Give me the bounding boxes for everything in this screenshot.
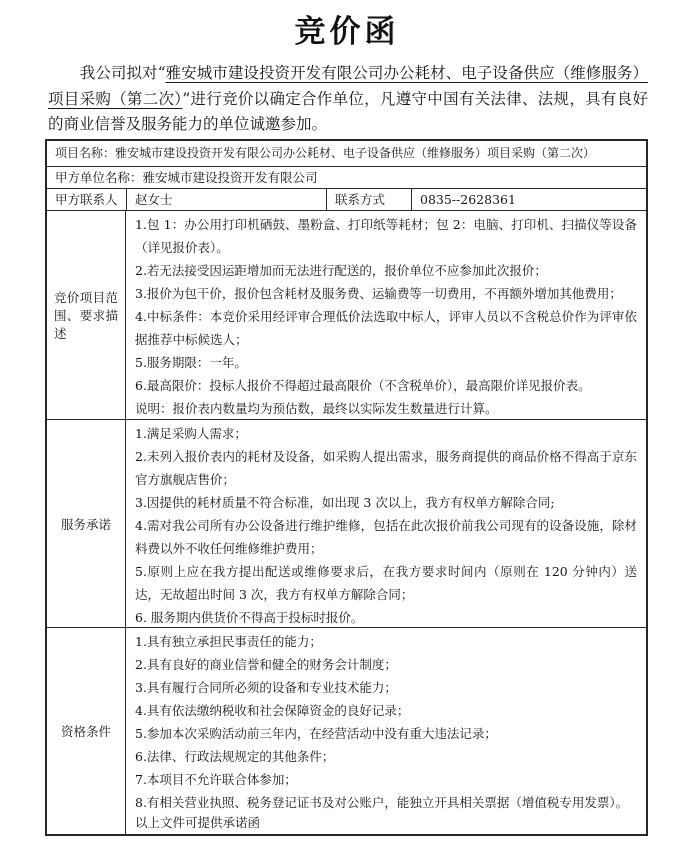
page-title: 竞价函 — [294, 14, 400, 50]
service-commitment-content — [126, 420, 646, 627]
intro-paragraph — [48, 61, 648, 138]
scope-item-2: 2.若无法接受因运距增加而无法进行配送的，报价单位不应参加此次报价； — [135, 263, 547, 278]
qualification-item-8: 8.有相关营业执照、税务登记证书及对公账户，能独立开具相关票据（增值税专用发票）。 — [135, 795, 629, 810]
qualification-item-7: 7.本项目不允许联合体参加； — [135, 772, 297, 787]
service-item-2: 2.未列入报价表内的耗材及设备，如采购人提出需求，服务商提供的商品价格不得高于京东官方旗舰店售价； — [135, 449, 637, 487]
scope-item-5: 5.服务期限：一年。 — [135, 355, 247, 370]
party-a-label: 甲方单位名称： — [55, 170, 143, 185]
contact-phone-label: 联系方式 — [326, 189, 411, 210]
qualification-item-1: 1.具有独立承担民事责任的能力； — [135, 634, 322, 649]
party-a-value: 雅安城市建设投资开发有限公司 — [142, 170, 318, 185]
intro-underlined-project-name: 雅安城市建设投资开发有限公司办公耗材、电子设备供应（维修服务）项目采购（第二次） — [48, 64, 648, 108]
project-name-label: 项目名称： — [55, 146, 116, 160]
qualification-content — [126, 628, 646, 834]
qualification-row — [47, 627, 646, 834]
service-commitment-label: 服务承诺 — [47, 420, 126, 627]
scope-item-4: 4.中标条件：本竞价采用经评审合理低价法选取中标人，评审人员以不含税总价作为评审依据推荐中标候选人； — [135, 309, 637, 347]
service-item-5: 5.原则上应在我方提出配送或维修要求后，在我方要求时间内（原则在 120 分钟内）送达，无故超出时间 3 次，我方有权单方解除合同； — [135, 564, 637, 602]
scope-item-6: 6.最高限价：投标人报价不得超过最高限价（不含税单价），最高限价详见报价表。 — [135, 378, 591, 393]
scope-requirements-label: 竞价项目范围、要求描述 — [47, 211, 126, 419]
scope-requirements-row — [47, 210, 646, 419]
intro-prefix: 我公司拟对“ — [79, 64, 166, 82]
contact-row — [47, 188, 646, 210]
contact-person-label: 甲方联系人 — [55, 192, 118, 207]
contact-person-name: 赵女士 — [126, 189, 326, 210]
project-name-value: 雅安城市建设投资开发有限公司办公耗材、电子设备供应（维修服务）项目采购（第二次） — [115, 146, 596, 160]
qualification-item-5: 5.参加本次采购活动前三年内，在经营活动中没有重大违法记录； — [135, 726, 497, 741]
party-a-row — [47, 166, 646, 188]
qualification-item-2: 2.具有良好的商业信誉和健全的财务会计制度； — [135, 657, 397, 672]
scope-requirements-content — [126, 211, 646, 419]
qualification-item-6: 6.法律、行政法规规定的其他条件； — [135, 749, 335, 764]
scope-item-1: 1.包 1：办公用打印机硒鼓、墨粉盒、打印纸等耗材；包 2：电脑、打印机、扫描仪等设备（详见报价表）。 — [135, 217, 637, 255]
service-commitment-row — [47, 419, 646, 627]
service-item-4: 4.需对我公司所有办公设备进行维护维修，包括在此次报价前我公司现有的设备设施，除材料费以外不收任何维修维护费用； — [135, 518, 637, 556]
service-item-1: 1.满足采购人需求； — [135, 426, 247, 441]
scope-note: 说明：报价表内数量均为预估数，最终以实际发生数量进行计算。 — [135, 401, 498, 416]
qualification-label: 资格条件 — [47, 628, 126, 834]
service-item-6: 6. 服务期内供货价不得高于投标时报价。 — [135, 610, 364, 625]
bid-info-table — [45, 139, 648, 836]
contact-phone-value: 0835--2628361 — [411, 189, 646, 210]
intro-suffix: ”进行竞价以确定合作单位，凡遵守中国有关法律、法规，具有良好的商业信誉及服务能力的单位诚邀参加。 — [48, 89, 648, 133]
scope-item-3: 3.报价为包干价，报价包含耗材及服务费、运输费等一切费用，不再额外增加其他费用； — [135, 286, 622, 301]
qualification-item-4: 4.具有依法缴纳税收和社会保障资金的良好记录； — [135, 703, 410, 718]
service-item-3: 3.因提供的耗材质量不符合标准，如出现 3 次以上，我方有权单方解除合同; — [135, 495, 555, 510]
qualification-item-3: 3.具有履行合同所必须的设备和专业技术能力； — [135, 680, 397, 695]
qualification-note: 以上文件可提供承诺函 — [135, 815, 261, 830]
project-name-row — [47, 141, 646, 166]
